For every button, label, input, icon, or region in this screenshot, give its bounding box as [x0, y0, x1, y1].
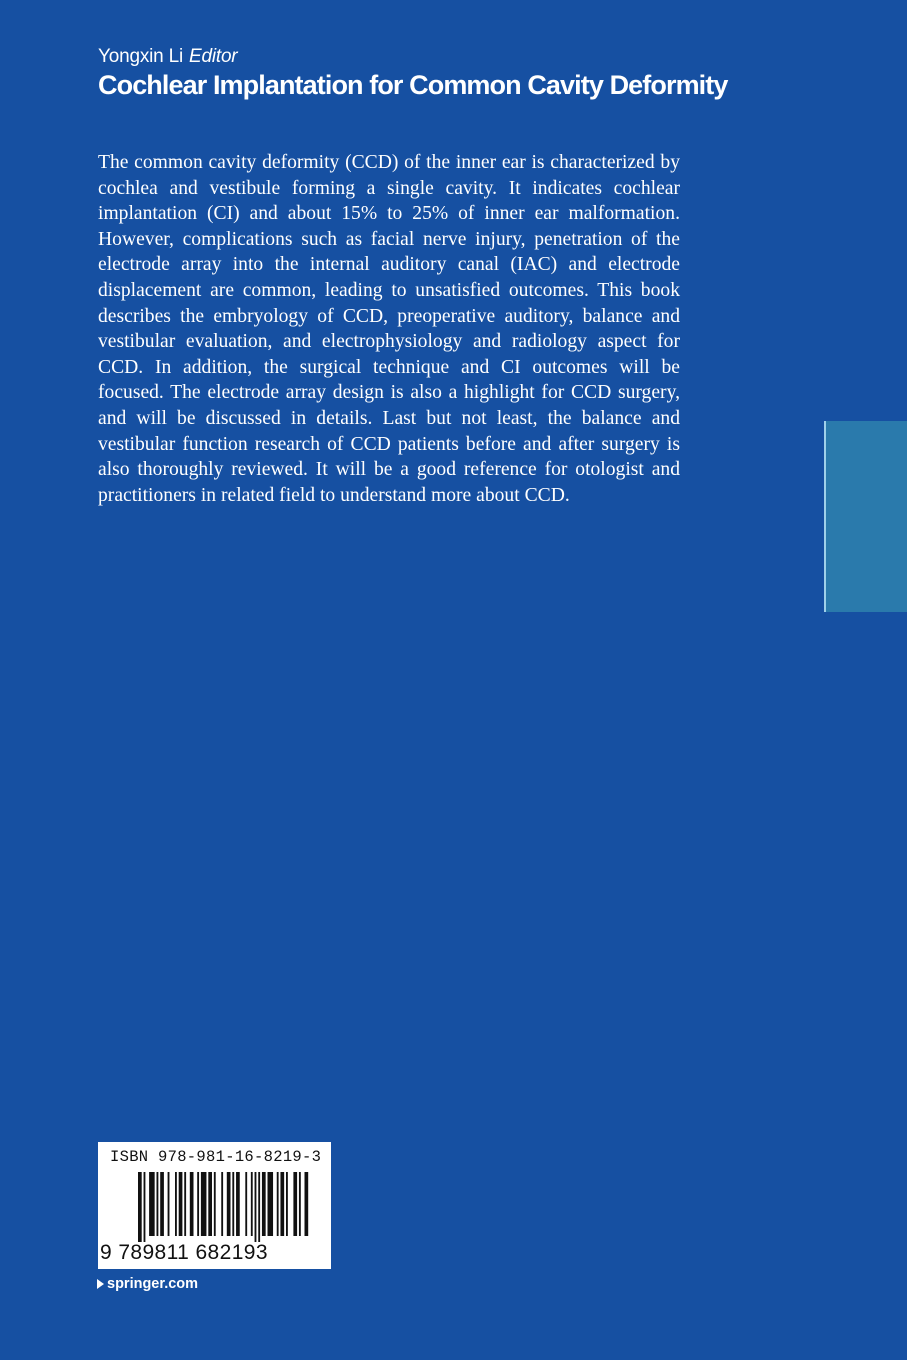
editor-name: Yongxin Li — [98, 46, 183, 67]
barcode-bar — [179, 1172, 183, 1236]
barcode-bar — [277, 1172, 279, 1236]
barcode-bar — [201, 1172, 207, 1236]
barcode-bar — [149, 1172, 155, 1236]
editor-line — [98, 46, 237, 68]
publisher-url: springer.com — [107, 1276, 199, 1292]
barcode-bar — [251, 1172, 253, 1236]
barcode-bar — [268, 1172, 274, 1236]
barcode-bar — [208, 1172, 212, 1236]
isbn-barcode — [98, 1142, 331, 1269]
barcode-bar — [245, 1172, 247, 1236]
barcode-bar — [293, 1172, 297, 1236]
barcode-bar — [255, 1172, 257, 1242]
barcode-bar — [232, 1172, 234, 1236]
barcode-bar — [157, 1172, 159, 1236]
barcode-bar — [286, 1172, 288, 1236]
barcode-icon — [98, 1170, 331, 1242]
barcode-bar — [138, 1172, 142, 1242]
book-title: Cochlear Implantation for Common Cavity Deformity — [98, 70, 728, 100]
barcode-bar — [236, 1172, 240, 1236]
barcode-bar — [258, 1172, 260, 1242]
book-description: The common cavity deformity (CCD) of the inner ear is characterized by cochlea and vestibule forming a single cavity. It indicates cochlear implantation (CI) and about 15% to 25% of inner ear malformation. However, complications such as facial nerve injury, penetration of the electrode array into the internal auditory canal (IAC) and electrode displacement are common, leading to unsatisfied outcomes. This book describes the embryology of CCD, preoperative auditory, balance and vestibular evaluation, and electrophysiology and radiology aspect for CCD. In addition, the surgical technique and CI outcomes will be focused. The electrode array design is also a highlight for CCD surgery, and will be discussed in details. Last but not least, the balance and vestibular function research of CCD patients before and after surgery is also thoroughly reviewed. It will be a good reference for otologist and practitioners in related field to understand more about CCD. — [98, 152, 680, 506]
barcode-number: 9 789811 682193 — [100, 1241, 268, 1264]
editor-role: Editor — [189, 46, 238, 67]
barcode-bar — [305, 1172, 309, 1236]
barcode-bar — [175, 1172, 177, 1236]
barcode-bar — [190, 1172, 194, 1236]
triangle-right-icon — [97, 1279, 104, 1289]
isbn-label: ISBN 978-981-16-8219-3 — [110, 1148, 322, 1166]
barcode-bar — [280, 1172, 284, 1236]
barcode-bar — [197, 1172, 199, 1236]
barcode-bar — [184, 1172, 186, 1236]
barcode-bar — [227, 1172, 231, 1236]
barcode-bar — [262, 1172, 266, 1236]
barcode-bar — [221, 1172, 223, 1236]
barcode-bar — [214, 1172, 216, 1236]
barcode-bar — [160, 1172, 164, 1236]
barcode-bar — [299, 1172, 301, 1236]
barcode-bar — [168, 1172, 170, 1236]
publisher-link[interactable] — [97, 1276, 198, 1292]
barcode-bar — [144, 1172, 146, 1242]
spine-color-tab — [824, 421, 907, 612]
